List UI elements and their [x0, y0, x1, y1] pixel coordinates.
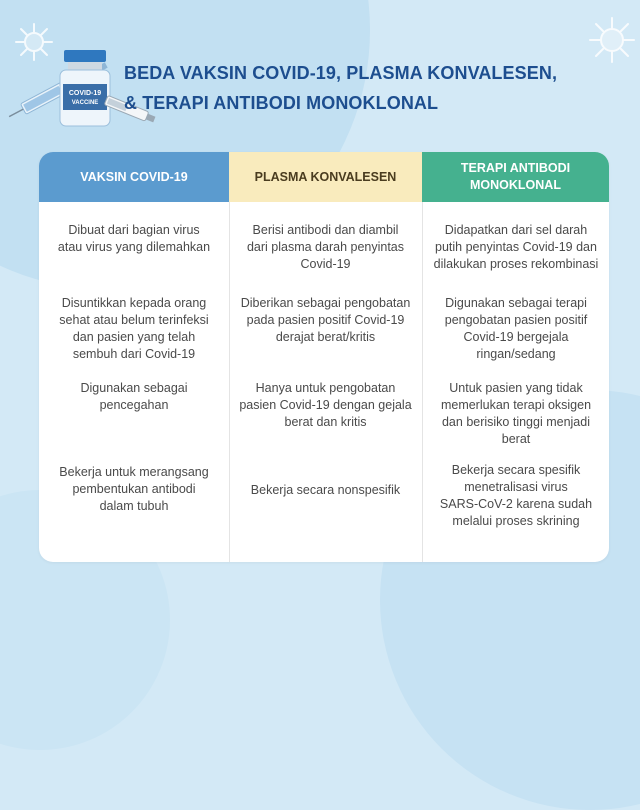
table-cell: Dibuat dari bagian virus atau virus yang dilemahkan	[57, 223, 211, 254]
comparison-table	[39, 152, 609, 562]
column-header-plasma: PLASMA KONVALESEN	[229, 152, 422, 202]
column-divider	[422, 202, 423, 562]
table-cell: Digunakan sebagai terapi pengobatan pasien positif Covid-19 bergejala ringan/sedang	[444, 296, 588, 361]
table-cell: Digunakan sebagai pencegahan	[80, 381, 188, 412]
table-cell: Bekerja secara nonspesifik	[250, 483, 401, 497]
vial-label-line1: COVID-19	[68, 90, 102, 97]
table-cell: Diberikan sebagai pengobatan pada pasien positif Covid-19 derajat berat/kritis	[240, 296, 411, 344]
column-header-antibodi: TERAPI ANTIBODI MONOKLONAL	[422, 152, 609, 202]
vial-label-line2: VACCINE	[71, 100, 99, 106]
table-cell: Untuk pasien yang tidak memerlukan terapi oksigen dan berisiko tinggi menjadi berat	[440, 381, 592, 446]
page-title-line2: & TERAPI ANTIBODI MONOKLONAL	[124, 93, 439, 113]
table-cell: Bekerja untuk merangsang pembentukan antibodi dalam tubuh	[59, 465, 209, 513]
column-divider	[229, 202, 230, 562]
table-cell: Disuntikkan kepada orang sehat atau belum terinfeksi dan pasien yang telah sembuh dari Covid-19	[59, 296, 209, 361]
table-cell: Didapatkan dari sel darah putih penyintas Covid-19 dan dilakukan proses rekombinasi	[433, 223, 599, 271]
column-header-vaksin: VAKSIN COVID-19	[39, 152, 229, 202]
table-cell: Berisi antibodi dan diambil dari plasma darah penyintas Covid-19	[246, 223, 405, 271]
page-title-line1: BEDA VAKSIN COVID-19, PLASMA KONVALESEN,	[124, 63, 558, 83]
page-title	[124, 58, 604, 118]
table-cell: Bekerja secara spesifik menetralisasi virus SARS-CoV-2 karena sudah melalui proses skrining	[439, 463, 593, 528]
table-cell: Hanya untuk pengobatan pasien Covid-19 dengan gejala berat dan kritis	[239, 381, 412, 429]
